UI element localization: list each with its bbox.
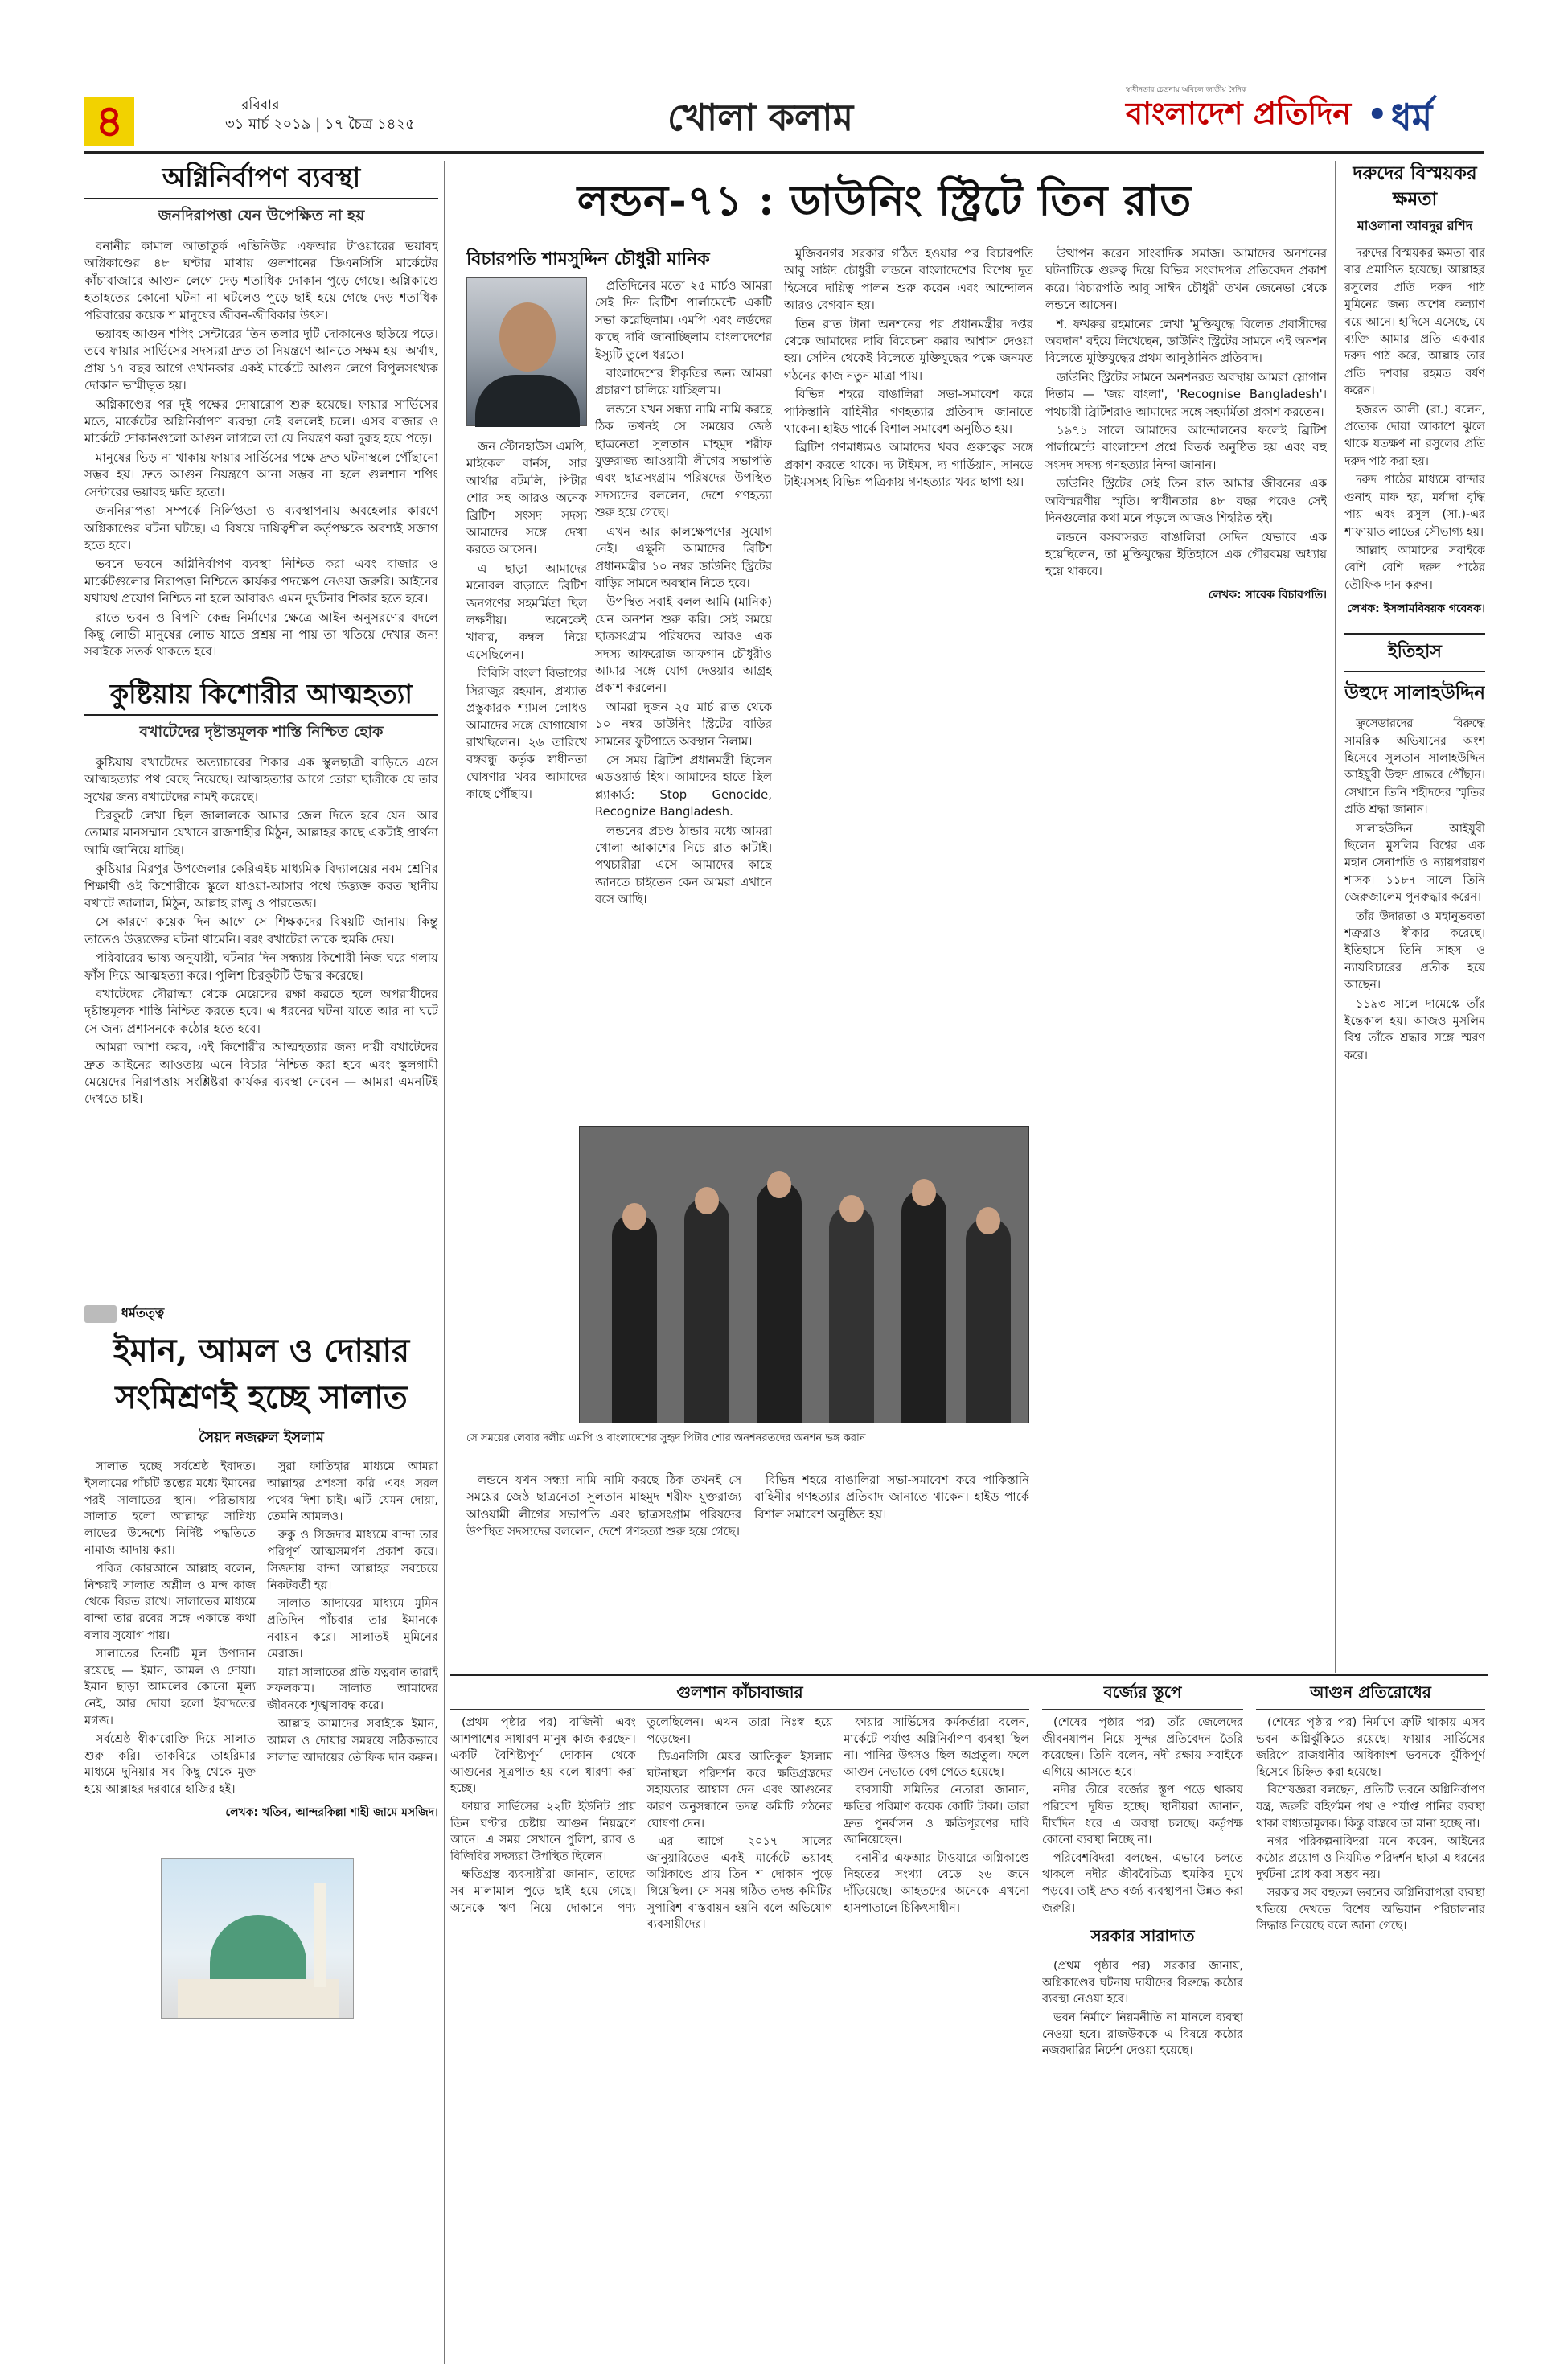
- bottom-story1: [450, 1681, 1029, 2364]
- paragraph: যারা সালাতের প্রতি যত্নবান তারাই সফলকাম। সালাত আমাদের জীবনকে শৃঙ্খলাবদ্ধ করে।: [267, 1665, 438, 1713]
- header-day: রবিবার: [241, 97, 280, 113]
- paragraph: ১৯৭১ সালে আমাদের আন্দোলনের ফলেই ব্রিটিশ পার্লামেন্টে বাংলাদেশ প্রশ্নে বিতর্ক অনুষ্ঠিত হয় এবং বহু সংসদ সদস্য গণহত্যার নিন্দা জানান।: [1045, 424, 1327, 472]
- editorial2-body: [84, 754, 438, 1108]
- main-col2: [784, 245, 1033, 1122]
- bottom-story2: [1042, 1681, 1243, 2364]
- main-byline: বিচারপতি শামসুদ্দিন চৌধুরী মানিক: [466, 248, 710, 269]
- paragraph: আল্লাহ আমাদের সবাইকে ইমান, আমল ও দোয়ার সমন্বয়ে সঠিকভাবে সালাত আদায়ের তৌফিক দান করুন।: [267, 1716, 438, 1764]
- page-number: ৪: [84, 97, 134, 146]
- column-divider: [1335, 161, 1336, 1673]
- paragraph: এর আগে ২০১৭ সালের জানুয়ারিতেও একই মার্কেটে ভয়াবহ অগ্নিকাণ্ডে প্রায় তিন শ দোকান পুড়ে গিয়েছিল। সে সময় গঠিত তদন্ত কমিটির সুপারিশ বাস্তবায়ন হয়নি বলে অভিযোগ ব্যবসায়ীদের।: [646, 1835, 833, 1932]
- paragraph: ফায়ার সার্ভিসের কর্মকর্তারা বলেন, মার্কেটে পর্যাপ্ত অগ্নিনির্বাপণ ব্যবস্থা ছিল না। পানির উৎসও ছিল অপ্রতুল। ফলে আগুন নেভাতে বেগ পেতে হয়েছে।: [844, 1716, 1029, 1779]
- paragraph: সালাত হচ্ছে সর্বশ্রেষ্ঠ ইবাদত। ইসলামের পাঁচটি স্তম্ভের মধ্যে ইমানের পরই সালাতের স্থান। পরিভাষায় সালাত হলো আল্লাহর সান্নিধ্য লাভের উদ্দেশ্যে নির্দিষ্ট পদ্ধতিতে নামাজ আদায় করা।: [84, 1460, 256, 1557]
- paragraph: বিবিসি বাংলা বিভাগের সিরাজুর রহমান, প্রখ্যাত প্রস্তুকারক শ্যামল লোধও আমাদের সঙ্গে যোগাযোগ রাখছিলেন। ২৬ তারিখে বঙ্গবন্ধু কর্তৃক স্বাধীনতা ঘোষণার খবর আমাদের কাছে পৌঁছায়।: [466, 667, 587, 802]
- paragraph: কুষ্টিয়ার মিরপুর উপজেলার কেরিএইচ মাধ্যমিক বিদ্যালয়ের নবম শ্রেণির শিক্ষার্থী ওই কিশোরীকে স্কুলে যাওয়া-আসার পথে উত্ত্যক্ত করত স্থানীয় বখাটে জালাল, মিঠুন, আল্লাহ রাজু ও পারভেজ।: [84, 861, 438, 910]
- category-name: ধর্ম: [1391, 96, 1433, 139]
- paragraph: শ. ফখরুর রহমানের লেখা 'মুক্তিযুদ্ধে বিলেত প্রবাসীদের অবদান' বইয়ে লিখেছেন, ডাউনিং স্ট্রিটের সামনে এই অনশন বিলেতে মুক্তিযুদ্ধের প্রথম আনুষ্ঠানিক প্রতিবাদ।: [1045, 317, 1327, 366]
- column-divider: [444, 161, 445, 2364]
- paragraph: আল্লাহ আমাদের সবাইকে বেশি বেশি দরুদ পাঠের তৌফিক দান করুন।: [1344, 544, 1485, 592]
- section-name: খোলা কলাম: [667, 96, 854, 139]
- paragraph: নদীর তীরে বর্জ্যের স্তূপ পড়ে থাকায় পরিবেশ দূষিত হচ্ছে। স্থানীয়রা জানান, দীর্ঘদিন ধরে এ অবস্থা চলছে। কর্তৃপক্ষ কোনো ব্যবস্থা নিচ্ছে না।: [1042, 1784, 1243, 1847]
- paragraph: সরকার সব বহুতল ভবনের অগ্নিনিরাপত্তা ব্যবস্থা খতিয়ে দেখতে বিশেষ অভিযান পরিচালনার সিদ্ধান্ত নিয়েছে বলে জানা গেছে।: [1256, 1886, 1485, 1933]
- photo-caption: সে সময়ের লেবার দলীয় এমপি ও বাংলাদেশের সুহৃদ পিটার শোর অনশনরতদের অনশন ভঙ্গ করান।: [466, 1432, 870, 1444]
- editorial2-subtitle: বখাটেদের দৃষ্টান্তমূলক শাস্তি নিশ্চিত হোক: [139, 722, 384, 741]
- paragraph: (শেষের পৃষ্ঠার পর) তাঁর জেলেদের জীবনযাপন নিয়ে সুন্দর প্রতিবেদন তৈরি করেছেন। তিনি বলেন, নদী রক্ষায় সবাইকে এগিয়ে আসতে হবে।: [1042, 1716, 1243, 1779]
- paragraph: সালাতের তিনটি মূল উপাদান রয়েছে — ইমান, আমল ও দোয়া। ইমান ছাড়া আমলের কোনো মূল্য নেই, আর দোয়া হলো ইবাদতের মগজ।: [84, 1646, 256, 1727]
- paragraph: মুজিবনগর সরকার গঠিত হওয়ার পর বিচারপতি আবু সাঈদ চৌধুরী লন্ডনে বাংলাদেশের বিশেষ দূত হিসেবে দায়িত্ব পালন শুরু করেন এবং আন্দোলন আরও বেগবান হয়।: [784, 247, 1033, 313]
- main-col3: [1045, 245, 1327, 1661]
- paragraph: ফায়ার সার্ভিসের ২২টি ইউনিট প্রায় তিন ঘণ্টার চেষ্টায় আগুন নিয়ন্ত্রণে আনে। এ সময় সেখানে পুলিশ, র‌্যাব ও বিজিবির সদস্যরা উপস্থিত ছিলেন।: [450, 1800, 636, 1863]
- religion-strip: [84, 1303, 438, 2364]
- paragraph: লন্ডনের প্রচণ্ড ঠান্ডার মধ্যে আমরা খোলা আকাশের নিচে রাত কাটাই। পথচারীরা এসে আমাদের কাছে জানতে চাইতেন কেন আমরা এখানে বসে আছি।: [595, 824, 772, 907]
- paragraph: সুরা ফাতিহার মাধ্যমে আমরা আল্লাহর প্রশংসা করি এবং সরল পথের দিশা চাই। এটি যেমন দোয়া, তেমনি আমলও।: [267, 1460, 438, 1524]
- paragraph: বিভিন্ন শহরে বাঙালিরা সভা-সমাবেশ করে পাকিস্তানি বাহিনীর গণহত্যার প্রতিবাদ জানাতে থাকেন। হাইড পার্কে বিশাল সমাবেশ অনুষ্ঠিত হয়।: [784, 388, 1033, 437]
- paragraph: সালাত আদায়ের মাধ্যমে মুমিন প্রতিদিন পাঁচবার তার ইমানকে নবায়ন করে। সালাতই মুমিনের মেরাজ।: [267, 1596, 438, 1661]
- paragraph: ডাউনিং স্ট্রিটের সেই তিন রাত আমার জীবনের এক অবিস্মরণীয় স্মৃতি। স্বাধীনতার ৪৮ বছর পরেও সেই দিনগুলোর কথা মনে পড়লে আজও শিহরিত হই।: [1045, 477, 1327, 526]
- religion-credit: লেখক: খতিব, আন্দরকিল্লা শাহী জামে মসজিদ।: [225, 1805, 438, 1819]
- paragraph: দরুদের বিস্ময়কর ক্ষমতা বার বার প্রমাণিত হয়েছে। আল্লাহর রসুলের প্রতি দরুদ পাঠ মুমিনের জন্য অশেষ কল্যাণ বয়ে আনে। হাদিসে এসেছে, যে ব্যক্তি আমার প্রতি একবার দরুদ পাঠ করে, আল্লাহ তার প্রতি দশবার রহমত বর্ষণ করেন।: [1344, 247, 1485, 398]
- editorial2-title: কুষ্টিয়ায় কিশোরীর আত্মহত্যা: [84, 677, 438, 716]
- paragraph: বাংলাদেশের স্বীকৃতির জন্য আমরা প্রচারণা চালিয়ে যাচ্ছিলাম।: [595, 367, 772, 398]
- brand-logo: বাংলাদেশ প্রতিদিন: [1126, 95, 1352, 131]
- paragraph: রুকু ও সিজদার মাধ্যমে বান্দা তার পরিপূর্ণ আত্মসমর্পণ প্রকাশ করে। সিজদায় বান্দা আল্লাহর সবচেয়ে নিকটবর্তী হয়।: [267, 1528, 438, 1592]
- paragraph: হজরত আলী (রা.) বলেন, প্রত্যেক দোয়া আকাশে ঝুলে থাকে যতক্ষণ না রসুলের প্রতি দরুদ পাঠ করা হয়।: [1344, 403, 1485, 468]
- paragraph: কুষ্টিয়ায় বখাটেদের অত্যাচারের শিকার এক স্কুলছাত্রী বাড়িতে এসে আত্মহত্যার পথ বেছে নিয়েছে। আত্মহত্যার আগে তোরা ছাত্রীকে যে তার সুখের জন্য বখাটেদের নামই করেছে।: [84, 754, 438, 804]
- paragraph: বিশেষজ্ঞরা বলছেন, প্রতিটি ভবনে অগ্নিনির্বাপণ যন্ত্র, জরুরি বহির্গমন পথ ও পর্যাপ্ত পানির ব্যবস্থা থাকা বাধ্যতামূলক। কিন্তু বাস্তবে তা মানা হচ্ছে না।: [1256, 1784, 1485, 1830]
- paragraph: উত্থাপন করেন সাংবাদিক সমাজ। আমাদের অনশনের ঘটনাটিকে গুরুত্ব দিয়ে বিভিন্ন সংবাদপত্র প্রতিবেদন প্রকাশ করে। বিচারপতি আবু সাঈদ চৌধুরী তখন জেনেভা থেকে লন্ডনে আসেন।: [1045, 247, 1327, 313]
- main-col0: [466, 438, 587, 1122]
- paragraph: সর্বশ্রেষ্ঠ স্বীকারোক্তি দিয়ে সালাত শুরু করি। তাকবিরে তাহরিমার মাধ্যমে দুনিয়ার সব কিছু থেকে মুক্ত হয়ে আল্লাহর দরবারে হাজির হই।: [84, 1731, 256, 1797]
- paragraph: অগ্নিকাণ্ডের পর দুই পক্ষের দোষারোপ শুরু হয়েছে। ফায়ার সার্ভিসের মতে, মার্কেটের অগ্নিনির্বাপণ ব্যবস্থা নেই বললেই চলে। এসব বাজার ও মার্কেটে দোকানগুলো আগুন লাগলে তা যে নিয়ন্ত্রণ করা দুরূহ হয়ে পড়ে।: [84, 396, 438, 446]
- bottom-story3: [1256, 1681, 1485, 2364]
- story3-title: আগুন প্রতিরোধের: [1256, 1681, 1485, 1710]
- paragraph: ক্রুসেডারদের বিরুদ্ধে সামরিক অভিযানের অংশ হিসেবে সুলতান সালাহউদ্দিন আইয়ুবী উহুদ প্রান্তরে পৌঁছান। সেখানে তিনি শহীদদের স্মৃতির প্রতি শ্রদ্ধা জানান।: [1344, 717, 1485, 817]
- main-col-lower: [466, 1472, 1029, 1665]
- paragraph: তাঁর উদারতা ও মহানুভবতা শত্রুরাও স্বীকার করেছে। ইতিহাসে তিনি সাহস ও ন্যায়বিচারের প্রতীক হয়ে আছেন।: [1344, 910, 1485, 992]
- paragraph: ভয়াবহ আগুন শপিং সেন্টারের তিন তলার দুটি দোকানেও ছড়িয়ে পড়ে। তবে ফায়ার সার্ভিসের সদস্যরা দ্রুত তা নিয়ন্ত্রণে আনতে সক্ষম হয়। অর্থাৎ, প্রায় ১৭ বছর আগে ওখানকার একই মার্কেটে আগুন লেগে বিপুলসংখ্যক দোকান ভস্মীভূত হয়।: [84, 327, 438, 393]
- paragraph: সে সময় ব্রিটিশ প্রধানমন্ত্রী ছিলেন এডওয়ার্ড হিথ। আমাদের হাতে ছিল প্ল্যাকার্ড: Stop Genocide, Recognize Bangladesh.: [595, 753, 772, 819]
- right-title: দরুদের বিস্ময়কর ক্ষমতা: [1353, 162, 1477, 210]
- mosque-image: [161, 1858, 354, 2019]
- paragraph: বিভিন্ন শহরে বাঙালিরা সভা-সমাবেশ করে পাকিস্তানি বাহিনীর গণহত্যার প্রতিবাদ জানাতে থাকেন। হাইড পার্কে বিশাল সমাবেশ অনুষ্ঠিত হয়।: [754, 1473, 1029, 1522]
- paragraph: ডাউনিং স্ট্রিটের সামনে অনশনরত অবস্থায় আমরা স্লোগান দিতাম — 'জয় বাংলা', 'Recognise Bangladesh'। পথচারী ব্রিটিশরাও আমাদের সঙ্গে সহমর্মিতা প্রকাশ করতেন।: [1045, 370, 1327, 419]
- paragraph: লন্ডনে বসবাসরত বাঙালিরা সেদিন যেভাবে এক হয়েছিলেন, তা মুক্তিযুদ্ধের ইতিহাসে এক গৌরবময় অধ্যায় হয়ে থাকবে।: [1045, 530, 1327, 579]
- paragraph: আমরা আশা করব, এই কিশোরীর আত্মহত্যার জন্য দায়ী বখাটেদের দ্রুত আইনের আওতায় এনে বিচার নিশ্চিত করা হবে এবং স্কুলগামী মেয়েদের নিরাপত্তায় সংশ্লিষ্টরা কার্যকর ব্যবস্থা নেবেন — আমরা এমনটিই দেখতে চাই।: [84, 1040, 438, 1107]
- paragraph: ডিএনসিসি মেয়র আতিকুল ইসলাম ঘটনাস্থল পরিদর্শন করে ক্ষতিগ্রস্তদের সহায়তার আশ্বাস দেন এবং আগুনের কারণ অনুসন্ধানে তদন্ত কমিটি গঠনের ঘোষণা দেন।: [646, 1751, 833, 1830]
- main-title: লন্ডন-৭১ : ডাউনিং স্ট্রিটে তিন রাত: [577, 176, 1192, 225]
- paragraph: ভবন নির্মাণে নিয়মনীতি না মানলে ব্যবস্থা নেওয়া হবে। রাজউককে এ বিষয়ে কঠোর নজরদারির নির্দেশ দেওয়া হয়েছে।: [1042, 2011, 1243, 2058]
- paragraph: নগর পরিকল্পনাবিদরা মনে করেন, আইনের কঠোর প্রয়োগ ও নিয়মিত পরিদর্শন ছাড়া এ ধরনের দুর্ঘটনা রোধ করা সম্ভব নয়।: [1256, 1835, 1485, 1882]
- paragraph: এখন আর কালক্ষেপণের সুযোগ নেই। এক্ষুনি আমাদের ব্রিটিশ প্রধানমন্ত্রীর ১০ নম্বর ডাউনিং স্ট্রিটের বাড়ির সামনে অবস্থান নিতে হবে।: [595, 524, 772, 590]
- paragraph: আমরা দুজন ২৫ মার্চ রাত থেকে ১০ নম্বর ডাউনিং স্ট্রিটের বাড়ির সামনের ফুটপাতে অবস্থান নিলাম।: [595, 700, 772, 749]
- paragraph: সে কারণে কয়েক দিন আগে সে শিক্ষকদের বিষয়টি জানায়। কিন্তু তাতেও উত্ত্যক্তের ঘটনা থামেনি। বরং বখাটেরা তাকে হুমকি দেয়।: [84, 914, 438, 947]
- paragraph: দরুদ পাঠের মাধ্যমে বান্দার গুনাহ মাফ হয়, মর্যাদা বৃদ্ধি পায় এবং রসুল (সা.)-এর শাফায়াত লাভের সৌভাগ্য হয়।: [1344, 474, 1485, 539]
- story2-subtitle: সরকার সারাদাত: [1042, 1924, 1243, 1953]
- history-label: ইতিহাস: [1344, 633, 1485, 672]
- right-author: মাওলানা আবদুর রশিদ: [1357, 218, 1473, 233]
- paragraph: রাতে ভবন ও বিপণি কেন্দ্র নির্মাণের ক্ষেত্রে আইন অনুসরণের বদলে কিছু লোভী মানুষের লোভ যাতে প্রশ্রয় না পায় তা খতিয়ে দেখার জন্য সবাইকে সতর্ক থাকতে হবে।: [84, 610, 438, 659]
- paragraph: ১১৯৩ সালে দামেস্কে তাঁর ইন্তেকাল হয়। আজও মুসলিম বিশ্ব তাঁকে শ্রদ্ধার সঙ্গে স্মরণ করে।: [1344, 997, 1485, 1062]
- religion-title: ইমান, আমল ও দোয়ার সংমিশ্রণই হচ্ছে সালাত: [113, 1332, 410, 1416]
- paragraph: ব্রিটিশ গণমাধ্যমও আমাদের খবর গুরুত্বের সঙ্গে প্রকাশ করতে থাকে। দ্য টাইমস, দ্য গার্ডিয়ান, সানডে টাইমসসহ বিভিন্ন পত্রিকায় গণহত্যার খবর ছাপা হয়।: [784, 441, 1033, 490]
- paragraph: সালাহউদ্দিন আইয়ুবী ছিলেন মুসলিম বিশ্বের এক মহান সেনাপতি ও ন্যায়পরায়ণ শাসক। ১১৮৭ সালে তিনি জেরুজালেম পুনরুদ্ধার করেন।: [1344, 822, 1485, 905]
- editorial1-subtitle: জনদিরাপত্তা যেন উপেক্ষিত না হয়: [158, 207, 365, 224]
- paragraph: (প্রথম পৃষ্ঠার পর) বাজিনী এবং আশপাশের সাধারণ মানুষ কাজ করছেন। একটি বৈশিষ্ট্যপূর্ণ দোকান থেকে আগুনের সূত্রপাত হয় বলে ধারণা করা হচ্ছে।: [450, 1716, 636, 1796]
- paragraph: চিরকুটে লেখা ছিল জালালকে আমার জেল দিতে হবে যেন। আর তোমার মানসম্মান যেখানে রাজশাহীর মিঠুন, আল্লাহর কাছে একটাই প্রার্থনা আমি জানিয়ে যাচ্ছি।: [84, 807, 438, 857]
- paragraph: প্রতিদিনের মতো ২৫ মার্চও আমরা সেই দিন ব্রিটিশ পার্লামেন্টে একটি সভা করেছিলাম। এমপি এবং লর্ডদের কাছে দাবি জানাচ্ছিলাম বাংলাদেশের ইস্যুটি তুলে ধরতে।: [595, 279, 772, 362]
- paragraph: জননিরাপত্তা সম্পর্কে নির্লিপ্ততা ও ব্যবস্থাপনায় অবহেলার কারণে অগ্নিকাণ্ডের ঘটনা ঘটছে। এ বিষয়ে দায়িত্বশীল কর্তৃপক্ষকে অবশ্যই সজাগ হতে হবে।: [84, 503, 438, 552]
- history-title: উহুদে সালাহউদ্দিন: [1344, 682, 1485, 704]
- ornament-icon: [84, 1305, 117, 1323]
- paragraph: ব্যবসায়ী সমিতির নেতারা জানান, ক্ষতির পরিমাণ কয়েক কোটি টাকা। তারা দ্রুত পুনর্বাসন ও ক্ষতিপূরণের দাবি জানিয়েছেন।: [844, 1784, 1029, 1847]
- paragraph: (শেষের পৃষ্ঠার পর) নির্মাণে ত্রুটি থাকায় এসব ভবন অগ্নিঝুঁকিতে রয়েছে। ফায়ার সার্ভিসের জরিপে রাজধানীর অধিকাংশ ভবনকে ঝুঁকিপূর্ণ হিসেবে চিহ্নিত করা হয়েছে।: [1256, 1716, 1485, 1779]
- header-date: ৩১ মার্চ ২০১৯ | ১৭ চৈত্র ১৪২৫: [225, 116, 415, 133]
- paragraph: এ ছাড়া আমাদের মনোবল বাড়াতে ব্রিটিশ জনগণের সহমর্মিতা ছিল লক্ষণীয়। অনেকেই খাবার, কম্বল নিয়ে এসেছিলেন।: [466, 561, 587, 662]
- author-portrait: [466, 277, 587, 426]
- paragraph: বনানীর এফআর টাওয়ারে অগ্নিকাণ্ডে নিহতের সংখ্যা বেড়ে ২৬ জনে দাঁড়িয়েছে। আহতদের অনেকে এখনো হাসপাতালে চিকিৎসাধীন।: [844, 1851, 1029, 1915]
- paragraph: বনানীর কামাল আতাতুর্ক এভিনিউর এফআর টাওয়ারের ভয়াবহ অগ্নিকাণ্ডের ৪৮ ঘণ্টার মাথায় গুলশানের ডিএনসিসি মার্কেটের কাঁচাবাজারে আগুন লেগে দেড় শতাধিক দোকান পুড়ে গেছে। অগ্নিকাণ্ডে হতাহতের কোনো ঘটনা না ঘটলেও পুড়ে ছাই হয়ে গেছে দেড় শতাধিক পরিবারের কয়েক শ মানুষের জীবন-জীবিকার উৎস।: [84, 239, 438, 322]
- paragraph: মানুষের ভিড় না থাকায় ফায়ার সার্ভিসের পক্ষে দ্রুত ঘটনাস্থলে পৌঁছানো সম্ভব হয়। দ্রুত আগুন নিয়ন্ত্রণে আনা সম্ভব না হলে গুলশান শপিং সেন্টারের ভয়াবহ ক্ষতি হতো।: [84, 450, 438, 499]
- editorial1-body: [84, 238, 438, 661]
- paragraph: লন্ডনে যখন সন্ধ্যা নামি নামি করছে ঠিক তখনই সে সময়ের জেষ্ঠ ছাত্রনেতা সুলতান মাহমুদ শরীফ যুক্তরাজ্য আওয়ামী লীগের সভাপতি এবং ছাত্রসংগ্রাম পরিষদের উপস্থিত সদস্যদের বললেন, দেশে গণহত্যা শুরু হয়ে গেছে।: [466, 1473, 741, 1539]
- religion-label: ধর্মতত্ত্ব: [121, 1305, 165, 1320]
- paragraph: তিন রাত টানা অনশনের পর প্রধানমন্ত্রীর দপ্তর থেকে আমাদের দাবি বিবেচনা করার আশ্বাস দেওয়া হয়। সেদিন থেকেই বিলেতে মুক্তিযুদ্ধের পক্ষে জনমত গঠনের কাজ নতুন মাত্রা পায়।: [784, 317, 1033, 383]
- story1-title: গুলশান কাঁচাবাজার: [450, 1681, 1029, 1710]
- paragraph: ভবনে ভবনে অগ্নিনির্বাপণ ব্যবস্থা নিশ্চিত করা এবং বাজার ও মার্কেটগুলোর নিরাপত্তা নিশ্চিতে কার্যকর পদক্ষেপ নেওয়া জরুরি। আইনের যথাযথ প্রয়োগ নিশ্চিত না হলে আবারও এমন দুর্ঘটনার শিকার হতে হবে।: [84, 557, 438, 606]
- story2-title: বর্জ্যের স্তূপে: [1042, 1681, 1243, 1710]
- brand-tagline: স্বাধীনতার চেতনায় অবিচল জাতীয় দৈনিক: [1126, 86, 1247, 94]
- paragraph: পরিবারের ভাষ্য অনুযায়ী, ঘটনার দিন সন্ধ্যায় কিশোরী নিজ ঘরে গলায় ফাঁস দিয়ে আত্মহত্যা করে। পুলিশ চিরকুটটি উদ্ধার করেছে।: [84, 951, 438, 983]
- page-header: [0, 0, 1568, 153]
- right-column: [1344, 161, 1485, 1673]
- paragraph: পবিত্র কোরআনে আল্লাহ বলেন, নিশ্চয়ই সালাত অশ্লীল ও মন্দ কাজ থেকে বিরত রাখে। সালাতের মাধ্যমে বান্দা তার রবের সঙ্গে একান্তে কথা বলার সুযোগ পায়।: [84, 1561, 256, 1642]
- historical-photo: [579, 1126, 1029, 1423]
- paragraph: ক্ষতিগ্রস্ত ব্যবসায়ীরা জানান, তাদের সব মালামাল পুড়ে ছাই হয়ে গেছে। অনেকে ঋণ নিয়ে দোকানে পণ্য তুলেছিলেন। এখন তারা নিঃস্ব হয়ে পড়েছেন।: [450, 1716, 833, 1915]
- bullet-icon: •: [1367, 97, 1388, 133]
- main-signoff: লেখক: সাবেক বিচারপতি।: [1208, 588, 1327, 602]
- religion-body: [84, 1459, 438, 1798]
- paragraph: পরিবেশবিদরা বলছেন, এভাবে চলতে থাকলে নদীর জীববৈচিত্র্য হুমকির মুখে পড়বে। তাই দ্রুত বর্জ্য ব্যবস্থাপনা উন্নত করা জরুরি।: [1042, 1851, 1243, 1915]
- main-col1: [595, 277, 772, 1122]
- paragraph: লন্ডনে যখন সন্ধ্যা নামি নামি করছে ঠিক তখনই সে সময়ের জেষ্ঠ ছাত্রনেতা সুলতান মাহমুদ শরীফ যুক্তরাজ্য আওয়ামী লীগের সভাপতি এবং ছাত্রসংগ্রাম পরিষদের উপস্থিত সদস্যদের বললেন, দেশে গণহত্যা শুরু হয়ে গেছে।: [595, 402, 772, 520]
- section-rule: [450, 1674, 1488, 1676]
- right-signoff: লেখক: ইসলামবিষয়ক গবেষক।: [1347, 602, 1485, 616]
- header-rule: [84, 151, 1484, 154]
- paragraph: (প্রথম পৃষ্ঠার পর) সরকার জানায়, অগ্নিকাণ্ডের ঘটনায় দায়ীদের বিরুদ্ধে কঠোর ব্যবস্থা নেওয়া হবে।: [1042, 1960, 1243, 2006]
- paragraph: বখাটেদের দৌরাত্ম্য থেকে মেয়েদের রক্ষা করতে হলে অপরাধীদের দৃষ্টান্তমূলক শাস্তি নিশ্চিত করতে হবে। এ ধরনের ঘটনা যাতে আর না ঘটে সে জন্য প্রশাসনকে কঠোর হতে হবে।: [84, 987, 438, 1036]
- religion-author: সৈয়দ নজরুল ইসলাম: [199, 1429, 324, 1446]
- paragraph: উপস্থিত সবাই বলল আমি (মানিক) যেন অনশন শুরু করি। সেই সময়ে ছাত্রসংগ্রাম পরিষদের আরও এক সদস্য আফরোজ আফগান চৌধুরীও আমার সঙ্গে যোগ দেওয়ার আগ্রহ প্রকাশ করলেন।: [595, 595, 772, 696]
- editorial1-title: অগ্নিনির্বাপণ ব্যবস্থা: [84, 161, 438, 199]
- paragraph: জন স্টোনহাউস এমপি, মাইকেল বার্নস, সার আর্থার বটমলি, পিটার শোর সহ আরও অনেক ব্রিটিশ সংসদ সদস্য আমাদের সঙ্গে দেখা করতে আসেন।: [466, 440, 587, 557]
